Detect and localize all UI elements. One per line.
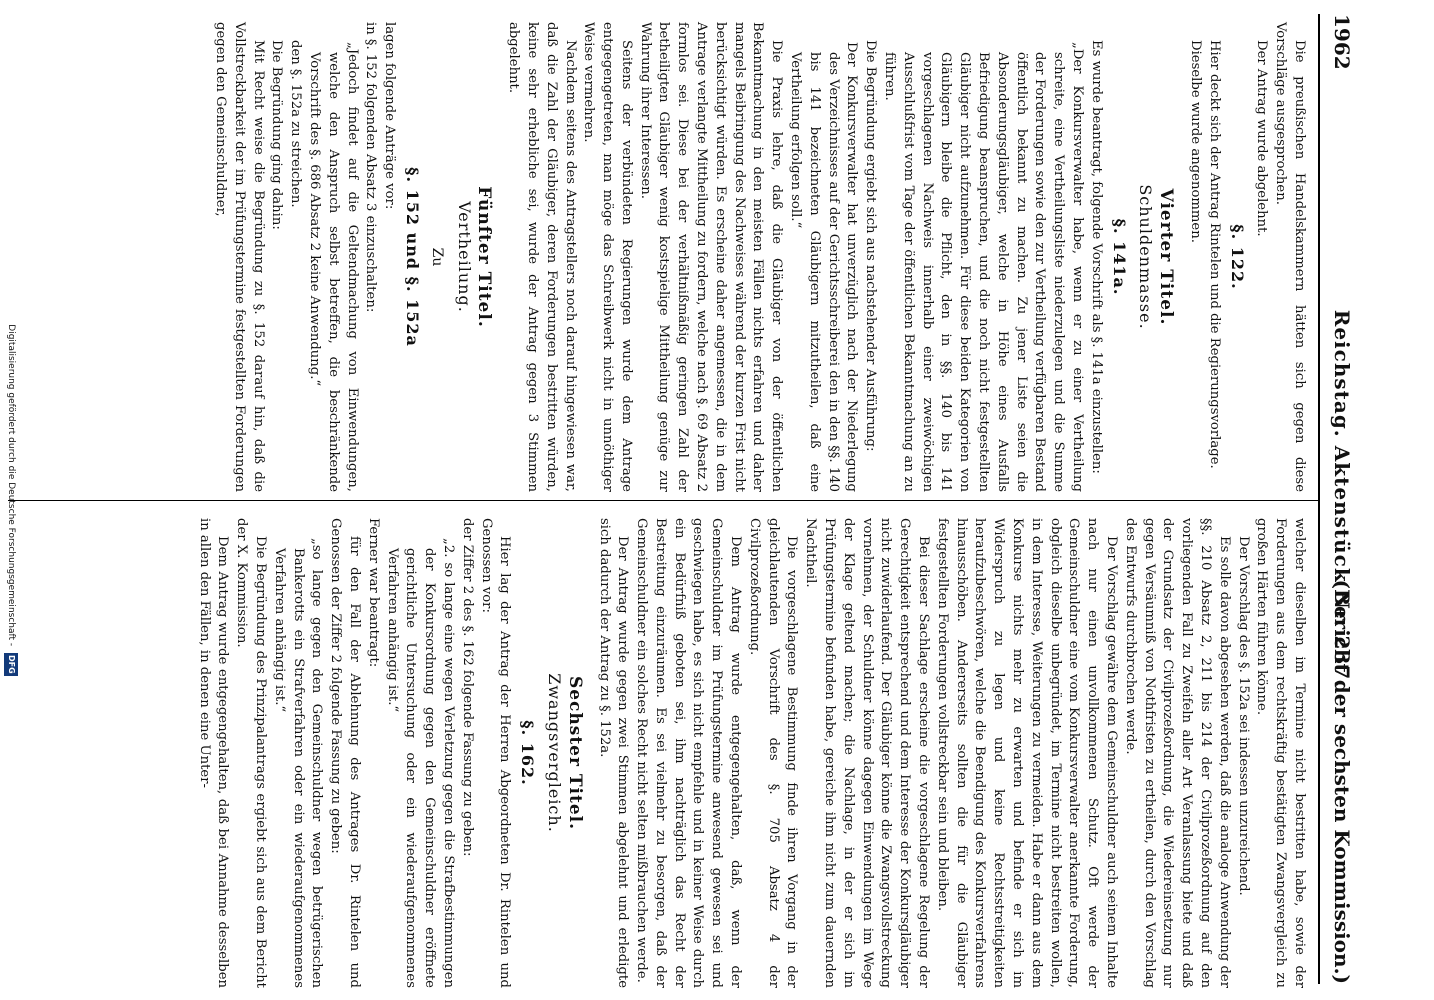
page-number: 1962	[1330, 14, 1354, 70]
paragraph: Es wurde beantragt, folgende Vorschrift als §. 141a einzustellen:	[1088, 40, 1104, 474]
paragraph: Die preußischen Handelskammern hätten sich gegen diese Vorschläge ausgesprochen.	[1273, 22, 1307, 492]
zu-label: Zu	[428, 247, 445, 267]
paragraph: Die Begründung ergiebt sich aus nachstehender Ausführung:	[863, 40, 879, 452]
paragraph: Dieselbe wurde angenommen.	[1188, 40, 1204, 243]
paragraph: Nachdem seitens des Antragstellers noch darauf hingewiesen war, daß die Zahl der Gläubiger, deren Forderungen bestritten würden, keine sehr erhebliche sei, wurde der Antrag gegen 3 Stimmen abgelehnt.	[506, 22, 578, 492]
paragraph: Die Praxis lehre, daß die Gläubiger von der öffentlichen Bekanntmachung in den meisten Fällen nichts erfahren und daher mangels Beibringung des Nachweises während der kurzen Frist nicht berücksichtigt würden. Es erscheine daher angemessen, die in dem Antrage verlangte Mittheilung zu fordern, welche nach §. 69 Absatz 2 formlos sei. Diese bei der verhältnißmäßig geringen Zahl der betheiligten Gläubiger wenig kostspielige Mittheilung genüge zur Wahrung ihrer Interessen.	[637, 22, 785, 492]
section-heading: §. 162.	[518, 720, 538, 786]
section-heading: §. 152 und §. 152a	[402, 167, 422, 347]
digitization-footer	[4, 0, 18, 1000]
title-subheading: Zwangsvergleich.	[544, 673, 564, 833]
paragraph: Der Antrag wurde gegen zwei Stimmen abgelehnt und erledigte sich dadurch der Antrag zu §. 152a.	[596, 518, 631, 988]
paragraph: Hier lag der Antrag der Herren Abgeordneten Dr. Rintelen und Genossen vor:	[478, 518, 513, 988]
column-divider	[8, 500, 1318, 501]
paragraph: welcher dieselben im Termine nicht bestritten habe, sowie der Forderungen aus dem rechtskräftig bestätigten Zwangsvergleich zu großen Härten führen könne.	[1254, 518, 1307, 988]
paragraph: in §. 152 folgenden Absatz 3 einzuschalten:	[363, 22, 379, 313]
footer-text: Digitalisierung gefördert durch die Deutsche Forschungsgemeinschaft -	[6, 324, 16, 647]
paragraph: Mit Recht weise die Begründung zu §. 152 darauf hin, daß die Vollstreckbarkeit der im Prüfungstermine festgestellten Forderungen gegen den Gemeinschuldner,	[212, 22, 266, 492]
paragraph: Hier deckt sich der Antrag Rintelen und die Regierungsvorlage.	[1206, 40, 1222, 469]
title-subheading: Vertheilung.	[454, 201, 474, 313]
quote: „Der Konkursverwalter habe, wenn er zu einer Vertheilung schreite, eine Vertheilungsliste niederzulegen und die Summe der Forderungen sowie den zur Vertheilung verfügbaren Bestand öffentlich bekannt zu machen. Zu jener Liste seien die Absonderungsgläubiger, welche in Höhe eines Ausfalls Befriedigung beanspruchen, und die noch nicht festgestellten Gläubiger nicht aufzunehmen. Für diese beiden Kategorien von Gläubigern bleibe die Pflicht, den in §§. 140 bis 141 vorgeschlagenen Nachweis innerhalb einer zweiwöchigen Ausschlußfrist vom Tage der öffentlichen Bekanntmachung an zu führen.	[882, 42, 1086, 492]
paragraph: lagen folgende Anträge vor:	[382, 22, 398, 210]
quote: „2. so lange eine wegen Verletzung gegen die Strafbestimmungen der Konkursordnung gegen den Gemeinschuldner eröffnete gerichtliche Untersuchung oder ein wiederaufgenommenes Verfahren anhängig ist.“	[384, 538, 456, 988]
title-heading: Fünfter Titel.	[474, 186, 495, 328]
title-subheading: Schuldenmasse.	[1136, 184, 1156, 330]
quote: „so lange gegen den Gemeinschuldner wegen betrügerischen Bankerotts ein Strafverfahren oder ein wiederaufgenommenes Verfahren anhängig ist.“	[271, 538, 325, 988]
paragraph: Der Vorschlag gewähre dem Gemeinschuldner auch seinem Inhalte nach nur einen unvollkommenen Schutz. Oft werde der Gemeinschuldner eine vom Konkursverwalter anerkannte Forderung, obgleich dieselbe unbegründet, im Termine nicht bestreiten wollen, in dem Interesse, Weiterungen zu vermeiden. Habe er dann aus dem Konkurse nichts mehr zu erwarten und befinde er sich im Widerspruch zu legen und keine Rechtsstreitigkeiten heraufzubeschwören, welche die Beendigung des Konkursverfahrens hinausschöben. Andererseits sollten die für die Gläubiger festgestellten Forderungen vollstreckbar sein und bleiben.	[934, 518, 1120, 988]
section-heading: §. 141a.	[1109, 218, 1129, 296]
paragraph: Ferner war beantragt:	[365, 518, 381, 668]
paragraph: Der Vorschlag des §. 152a sei indessen unzureichend.	[1235, 536, 1251, 896]
paragraph: Bei dieser Sachlage erscheine die vorgeschlagene Regelung der Gerechtigkeit entsprechend und dem Interesse der Konkursgläubiger nicht zuwiderlaufend. Der Gläubiger könne die Zwangsvollstreckung vornehmen, der Schuldner könne dagegen Einwendungen im Wege der Klage geltend machen; die Nachlage, in der er sich im Prüfungstermine befunden habe, gereiche ihm nicht zum dauernden Nachtheil.	[803, 518, 932, 988]
section-heading: §. 122.	[1227, 224, 1247, 290]
header-rule	[1318, 14, 1320, 984]
quote: „Jedoch findet auf die Geltendmachung von Einwendungen, welche den Anspruch selbst betreffen, die beschränkende Vorschrift des §. 686 Absatz 2 keine Anwendung.“	[306, 42, 360, 492]
paragraph: Der Antrag wurde abgelehnt.	[1254, 40, 1270, 237]
paragraph: Dem Antrag wurde entgegengehalten, daß bei Annahme desselben in allen den Fällen, in denen eine Unter-	[196, 518, 231, 988]
paragraph: der Ziffer 2 des §. 162 folgende Fassung zu geben:	[459, 518, 475, 857]
paragraph: Die vorgeschlagene Bestimmung finde ihren Vorgang in der gleichlautenden Vorschrift des §. 705 Absatz 4 der Civilprozeßordnung.	[746, 518, 800, 988]
paragraph: Dem Antrag wurde entgegengehalten, daß, wenn der Gemeinschuldner im Prüfungstermine anwesend gewesen sei und geschwiegen habe, es sich nicht empfehle und in keiner Weise durch ein Bedürfniß geboten sei, ihm nachträglich das Recht der Bestreitung einzuräumen. Es sei vielmehr zu besorgen, daß der Gemeinschuldner ein solches Recht nicht selten mißbrauchen werde.	[634, 518, 744, 988]
right-column	[194, 518, 1308, 988]
left-column	[210, 22, 1308, 492]
header-subtitle: (Bericht der sechsten Kommission.)	[1330, 579, 1354, 984]
paragraph: für den Fall der Ablehnung des Antrages Dr. Rintelen und Genossen der Ziffer 2 folgende Fassung zu geben:	[328, 518, 362, 988]
dfg-logo: DFG	[4, 653, 18, 676]
page-header	[1318, 14, 1358, 984]
paragraph: Die Begründung des Prinzipalantrags ergiebt sich aus dem Bericht der X. Kommission.	[234, 518, 268, 988]
title-heading: Vierter Titel.	[1156, 188, 1177, 326]
title-heading: Sechster Titel.	[564, 675, 585, 831]
header-title: Reichstag. Aktenstück Nr. 237.	[1330, 309, 1354, 689]
paragraph: Es solle davon abgesehen werden, daß die analoge Anwendung der §§. 210 Absatz 2, 211 bis 214 der Civilprozeßordnung auf den vorliegenden Fall zu Zweifeln aller Art Veranlassung biete und daß der Grundsatz der Civilprozeßordnung, die Wiedereinsetzung nur gegen Versäumniß von Nothfristen zu ertheilen, durch den Vorschlag des Entwurfs durchbrochen werde.	[1122, 518, 1232, 988]
paragraph: den §. 152a zu streichen.	[288, 40, 304, 208]
quote: Der Konkursverwalter hat unverzüglich nach der Niederlegung des Verzeichnisses auf der Gerichtsschreiberei den in den §§. 140 bis 141 bezeichneten Gläubigern mitzutheilen, daß eine Vertheilung erfolgen soll.“	[788, 42, 860, 492]
paragraph: Die Begründung ging dahin:	[269, 40, 285, 230]
paragraph: Seitens der verbündeten Regierungen wurde dem Antrage entgegengetreten, man möge das Schreibwerk nicht in unnöthiger Weise vermehren.	[581, 22, 634, 492]
